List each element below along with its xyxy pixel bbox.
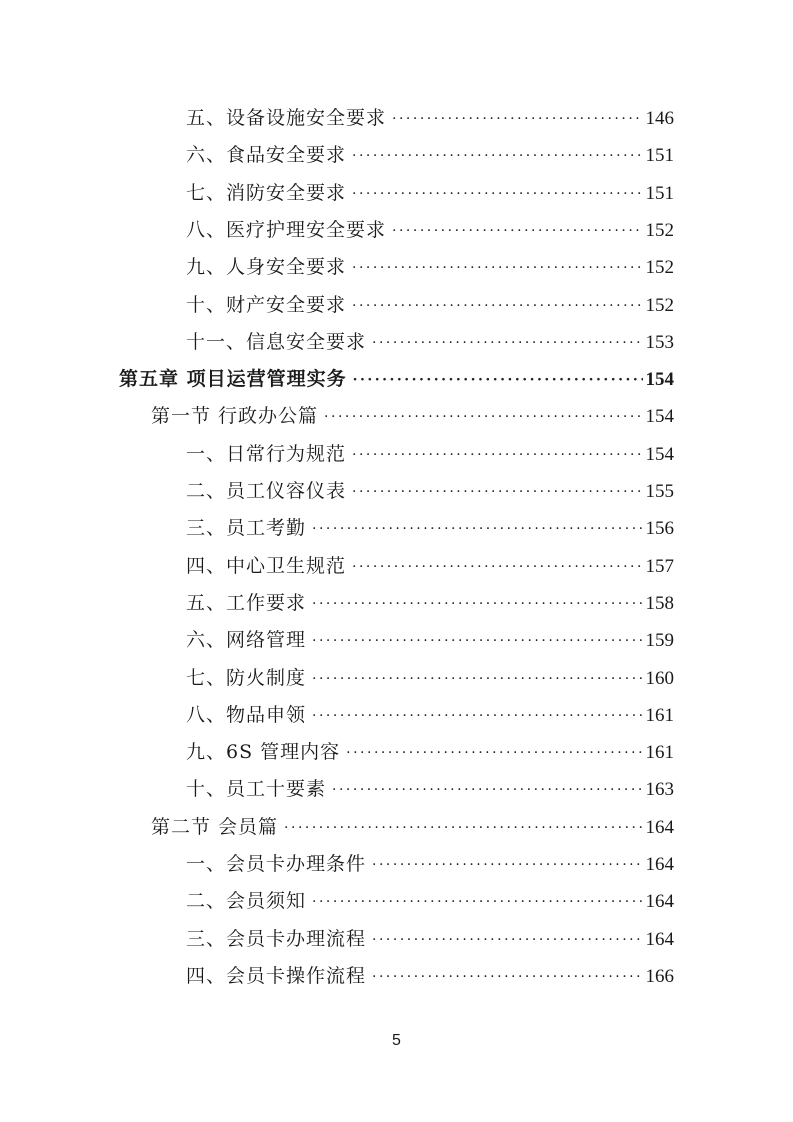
- toc-entry[interactable]: [186, 585, 674, 622]
- dot-leader: [352, 437, 642, 474]
- toc-entry[interactable]: [186, 473, 674, 510]
- dot-leader: [324, 399, 642, 436]
- toc-entry[interactable]: [186, 734, 674, 771]
- toc-entry-title: 六、网络管理: [186, 629, 307, 652]
- toc-entry-title: 十、员工十要素: [186, 778, 327, 801]
- toc-entry-title: 九、6S 管理内容: [186, 741, 341, 764]
- dot-leader: [312, 884, 642, 921]
- toc-entry-page: 156: [645, 518, 674, 540]
- toc-entry-title: 十、财产安全要求: [186, 293, 347, 316]
- toc-entry-page: 161: [645, 704, 674, 726]
- toc-entry-page: 166: [645, 965, 674, 987]
- dot-leader: [352, 288, 642, 325]
- dot-leader: [312, 661, 642, 698]
- toc-entry-page: 157: [645, 555, 674, 577]
- toc-entry-page: 152: [645, 257, 674, 279]
- dot-leader: [392, 101, 642, 138]
- toc-entry-page: 151: [645, 145, 674, 167]
- toc-entry-page: 161: [645, 742, 674, 764]
- toc-entry[interactable]: [186, 697, 674, 734]
- dot-leader: [353, 362, 643, 399]
- toc-entry-title: 一、日常行为规范: [186, 442, 347, 465]
- page-number: 5: [392, 1032, 401, 1049]
- toc-entry-page: 159: [645, 630, 674, 652]
- toc-entry-title: 六、食品安全要求: [186, 144, 347, 167]
- toc-entry-title: 四、中心卫生规范: [186, 554, 347, 577]
- toc-entry-page: 154: [645, 406, 674, 428]
- dot-leader: [312, 698, 642, 735]
- toc-entry[interactable]: [186, 771, 674, 808]
- toc-entry-title: 十一、信息安全要求: [186, 330, 367, 353]
- toc-entry[interactable]: [186, 249, 674, 286]
- dot-leader: [346, 735, 642, 772]
- dot-leader: [372, 959, 642, 996]
- toc-entry-page: 152: [645, 219, 674, 241]
- toc-entry[interactable]: [186, 921, 674, 958]
- toc-entry-title: 第一节 行政办公篇: [151, 405, 319, 428]
- dot-leader: [392, 213, 642, 250]
- toc-entry[interactable]: [186, 100, 674, 137]
- toc-entry[interactable]: [186, 548, 674, 585]
- toc-entry-title: 七、消防安全要求: [186, 181, 347, 204]
- toc-entry[interactable]: [186, 287, 674, 324]
- toc-entry-page: 163: [645, 779, 674, 801]
- toc-entry-title: 九、人身安全要求: [186, 256, 347, 279]
- toc-entry-page: 151: [645, 182, 674, 204]
- toc-entry-title: 第二节 会员篇: [151, 815, 279, 838]
- toc-entry[interactable]: [151, 809, 674, 846]
- toc-entry-title: 二、会员须知: [186, 890, 307, 913]
- toc-entry[interactable]: [186, 510, 674, 547]
- toc-entry-title: 第五章 项目运营管理实务: [119, 368, 347, 391]
- toc-entry-page: 155: [645, 481, 674, 502]
- toc-entry-title: 三、会员卡办理流程: [186, 927, 367, 950]
- toc-entry[interactable]: [186, 622, 674, 659]
- toc-entry-title: 二、员工仪容仪表: [186, 480, 347, 502]
- dot-leader: [312, 623, 642, 660]
- toc-entry-title: 五、工作要求: [186, 591, 307, 614]
- toc-entry-page: 154: [645, 369, 674, 391]
- toc-entry-title: 一、会员卡办理条件: [186, 853, 367, 875]
- toc-entry[interactable]: [186, 175, 674, 212]
- toc-entry[interactable]: [151, 398, 674, 435]
- toc-entry[interactable]: [186, 958, 674, 995]
- dot-leader: [372, 847, 642, 884]
- toc-entry-title: 三、员工考勤: [186, 517, 307, 540]
- toc-entry-page: 154: [645, 443, 674, 465]
- dot-leader: [352, 138, 642, 175]
- toc-entry-title: 八、物品申领: [186, 703, 307, 726]
- toc-entry[interactable]: [119, 361, 674, 398]
- toc-entry-page: 152: [645, 294, 674, 316]
- toc-entry-page: 146: [645, 108, 674, 129]
- dot-leader: [352, 474, 642, 511]
- dot-leader: [372, 922, 642, 959]
- dot-leader: [332, 772, 642, 809]
- toc-entry[interactable]: [186, 137, 674, 174]
- toc-entry-page: 164: [645, 854, 674, 875]
- toc-entry-title: 四、会员卡操作流程: [186, 964, 367, 987]
- dot-leader: [312, 586, 642, 623]
- toc-entry[interactable]: [186, 212, 674, 249]
- dot-leader: [352, 176, 642, 213]
- toc-entry-page: 164: [645, 816, 674, 838]
- toc-entry-title: 七、防火制度: [186, 666, 307, 689]
- toc-entry[interactable]: [186, 660, 674, 697]
- toc-entry-page: 164: [645, 891, 674, 913]
- dot-leader: [352, 250, 642, 287]
- toc-entry[interactable]: [186, 324, 674, 361]
- toc-entry[interactable]: [186, 883, 674, 920]
- dot-leader: [372, 325, 642, 362]
- dot-leader: [352, 549, 642, 586]
- toc-entry[interactable]: [186, 436, 674, 473]
- toc-entry-title: 五、设备设施安全要求: [186, 107, 387, 129]
- toc-entry[interactable]: [186, 846, 674, 883]
- dot-leader: [312, 511, 642, 548]
- toc-entry-page: 158: [645, 592, 674, 614]
- toc-entry-page: 153: [645, 331, 674, 353]
- toc-entry-page: 164: [645, 928, 674, 950]
- toc-entry-title: 八、医疗护理安全要求: [186, 218, 387, 241]
- toc-entry-page: 160: [645, 667, 674, 689]
- dot-leader: [284, 810, 642, 847]
